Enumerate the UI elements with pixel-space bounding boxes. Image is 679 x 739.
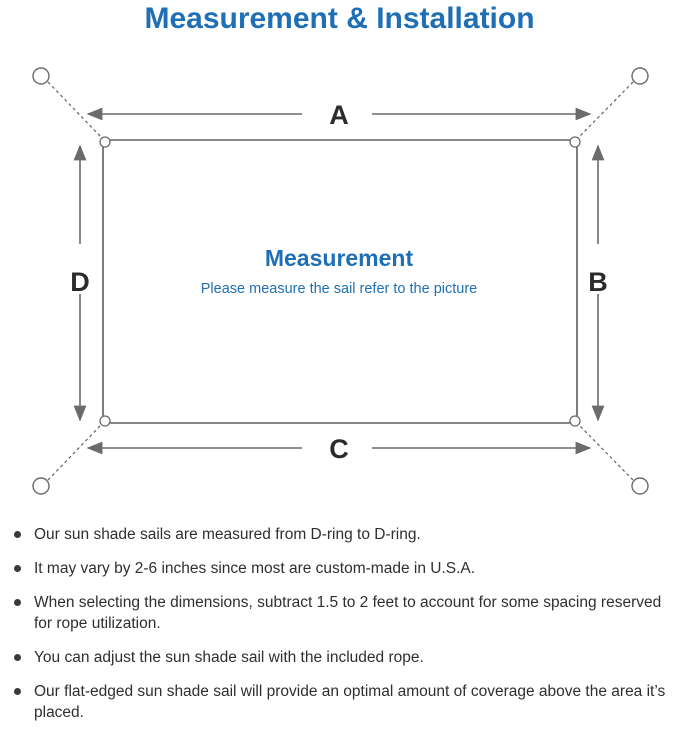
- bullet-icon: [14, 531, 21, 538]
- bullet-icon: [14, 599, 21, 606]
- anchor-ring-top-right: [632, 68, 648, 84]
- bullet-icon: [14, 688, 21, 695]
- diagram-center-title: Measurement: [264, 245, 414, 271]
- d-ring-top-left: [100, 137, 110, 147]
- diagram-center-subtitle: Please measure the sail refer to the picture: [200, 281, 478, 297]
- note-text: You can adjust the sun shade sail with the included rope.: [34, 649, 424, 666]
- rope-bottom-left: [48, 426, 100, 480]
- dimension-label-a: A: [329, 100, 349, 130]
- anchor-ring-top-left: [33, 68, 49, 84]
- rope-top-right: [580, 82, 633, 136]
- rope-bottom-right: [580, 426, 633, 480]
- d-ring-bottom-right: [570, 416, 580, 426]
- anchor-ring-bottom-right: [632, 478, 648, 494]
- measurement-diagram: [0, 48, 679, 516]
- note-text: Our sun shade sails are measured from D-ring to D-ring.: [34, 526, 421, 543]
- list-item: [0, 681, 679, 723]
- note-text: Our flat-edged sun shade sail will provide an optimal amount of coverage above the area it’s placed.: [34, 683, 666, 721]
- d-ring-top-right: [570, 137, 580, 147]
- list-item: [0, 558, 679, 579]
- list-item: [0, 524, 679, 545]
- bullet-icon: [14, 565, 21, 572]
- notes-list: [0, 524, 679, 736]
- anchor-ring-bottom-left: [33, 478, 49, 494]
- page-title: Measurement & Installation: [144, 2, 535, 35]
- list-item: [0, 592, 679, 634]
- note-text: It may vary by 2-6 inches since most are custom-made in U.S.A.: [34, 560, 476, 577]
- d-ring-bottom-left: [100, 416, 110, 426]
- list-item: [0, 647, 679, 668]
- bullet-icon: [14, 654, 21, 661]
- dimension-label-d: D: [70, 267, 90, 297]
- note-text: When selecting the dimensions, subtract 1.5 to 2 feet to account for some spacing reserved for rope utilization.: [34, 594, 662, 632]
- dimension-label-b: B: [588, 267, 608, 297]
- rope-top-left: [48, 82, 100, 136]
- dimension-label-c: C: [329, 434, 349, 464]
